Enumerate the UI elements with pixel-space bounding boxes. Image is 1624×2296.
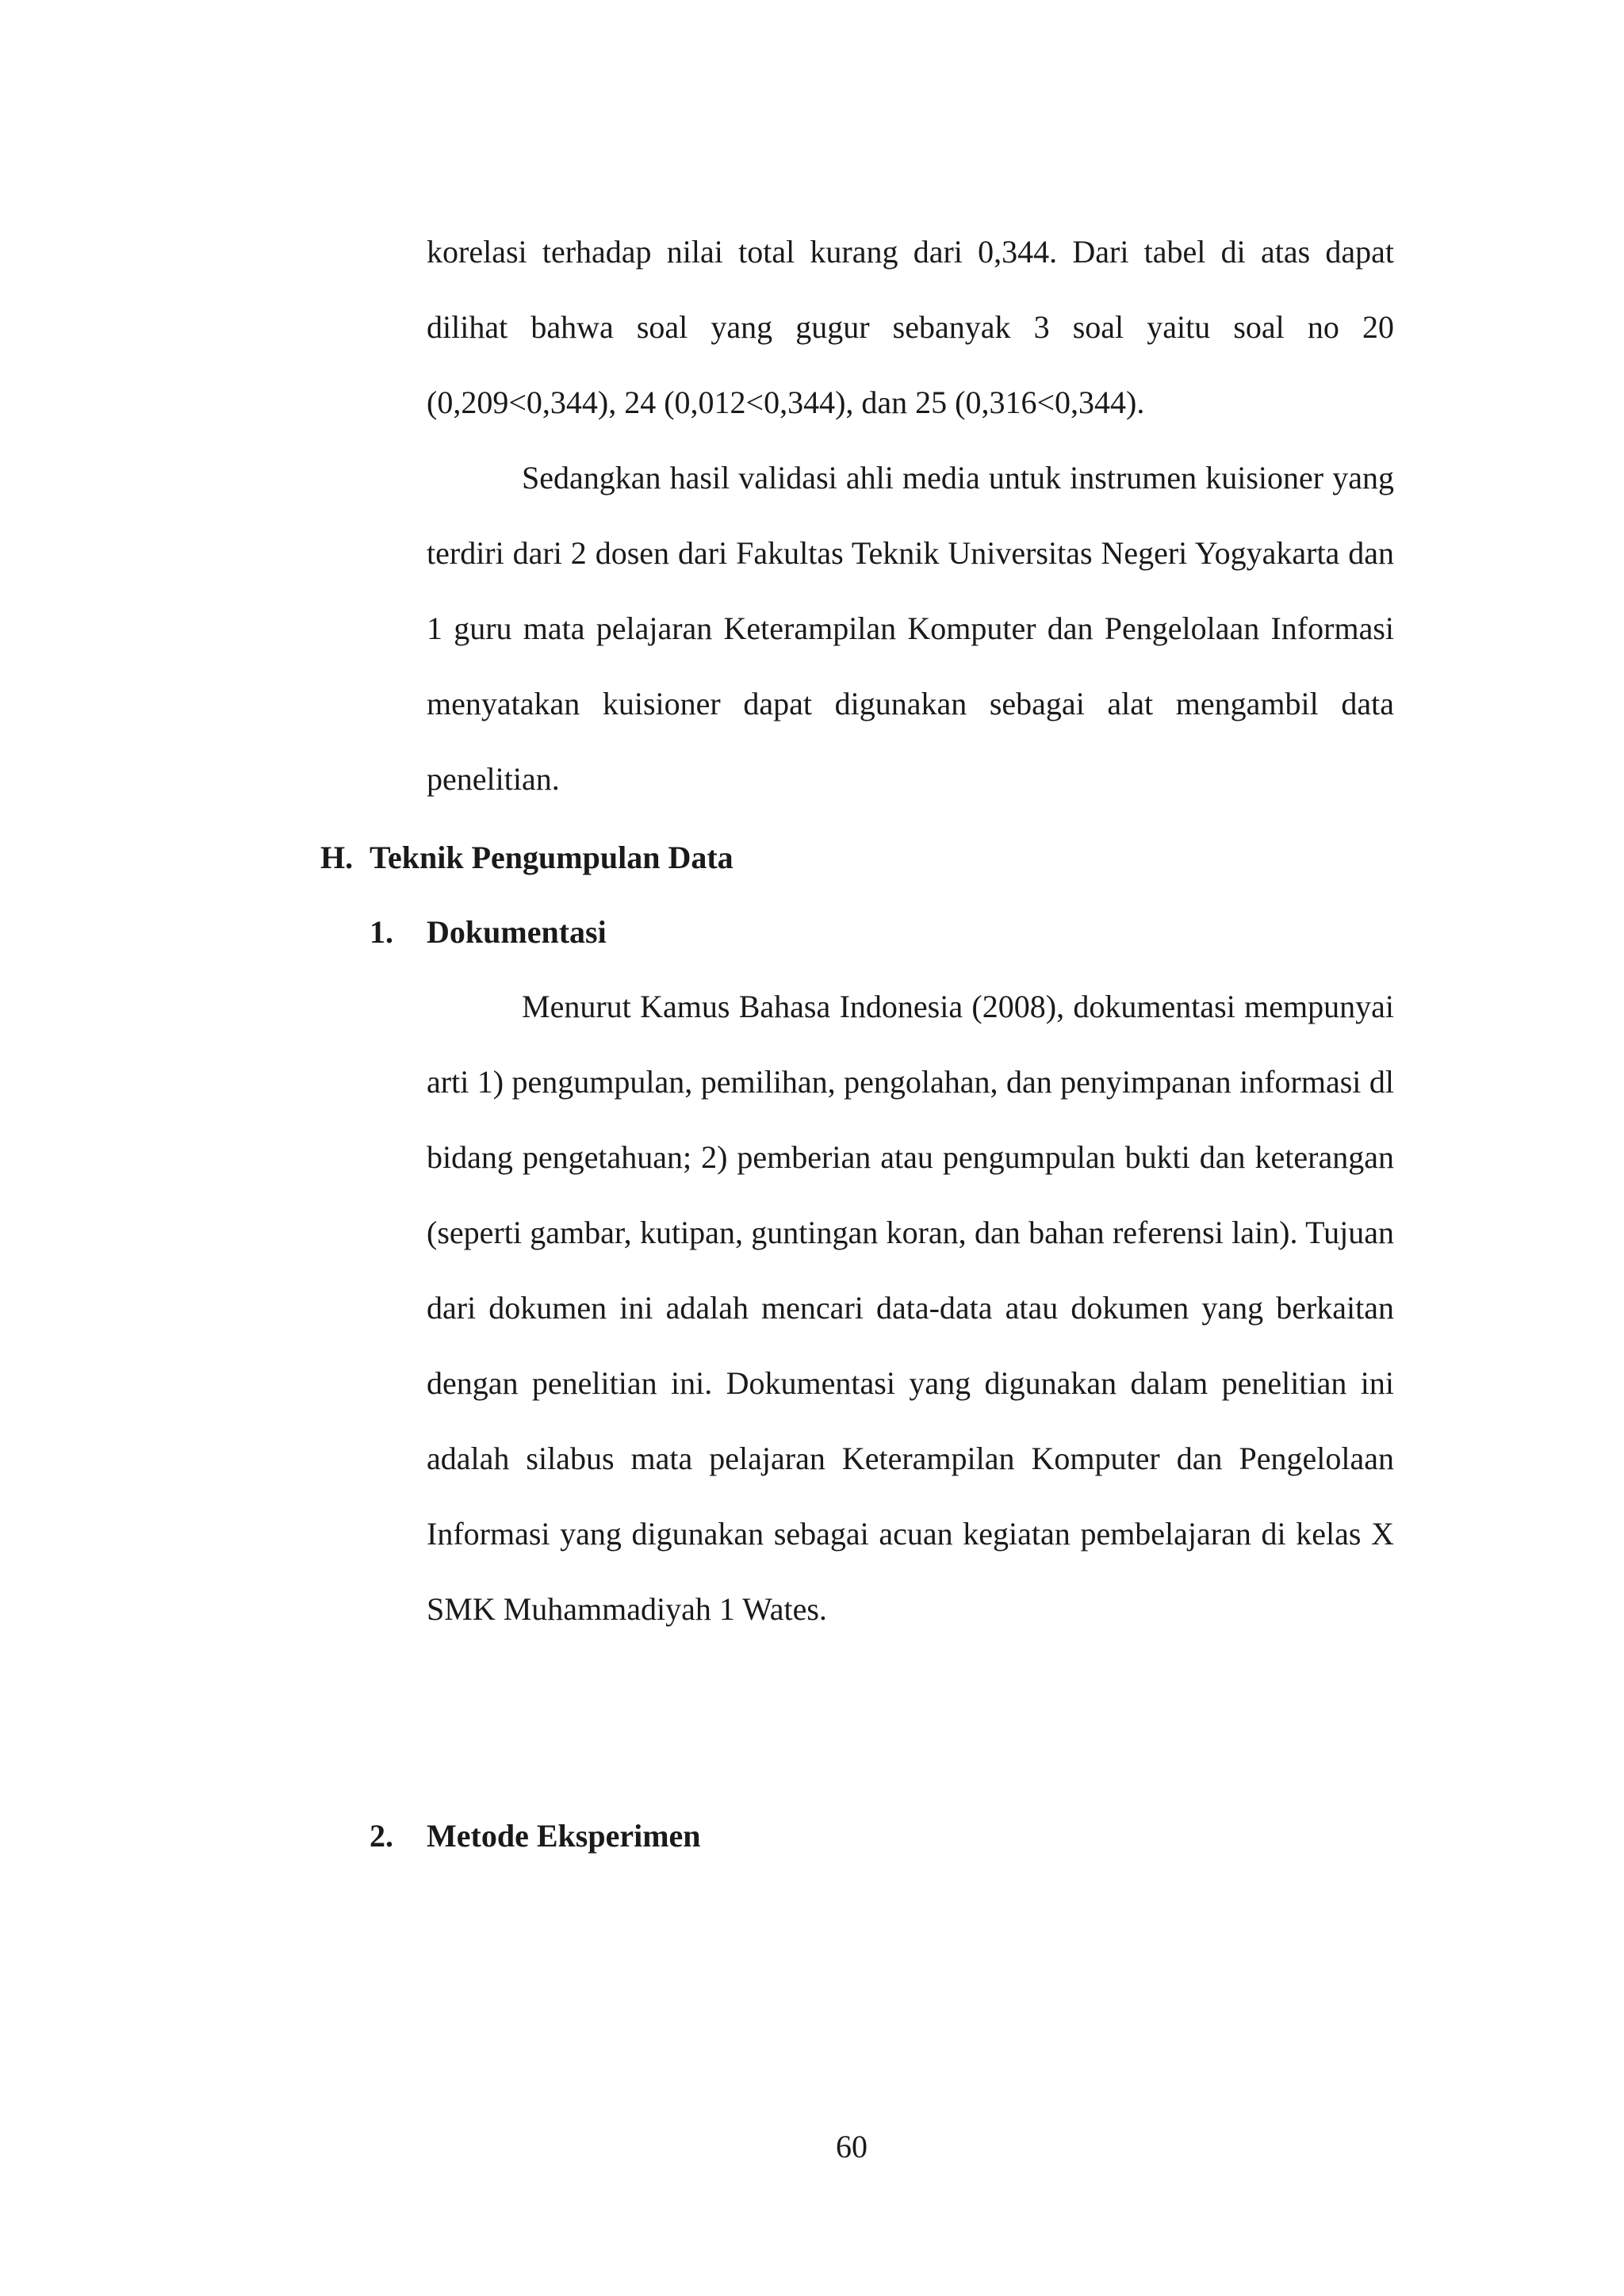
section-heading-number: H. (320, 840, 354, 875)
paragraph-block-3 (427, 969, 1394, 1647)
paragraph-dokumentasi-definition: Menurut Kamus Bahasa Indonesia (2008), dokumentasi mempunyai arti 1) pengumpulan, pemilihan, pengolahan, dan penyimpanan informasi dl bidang pengetahuan; 2) pemberian atau pengumpulan bukti dan keterangan (seperti gambar, kutipan, guntingan koran, dan bahan referensi lain). Tujuan dari dokumen ini adalah mencari data-data atau dokumen yang berkaitan dengan penelitian ini. Dokumentasi yang digunakan dalam penelitian ini adalah silabus mata pelajaran Keterampilan Komputer dan Pengelolaan Informasi yang digunakan sebagai acuan kegiatan pembelajaran di kelas X SMK Muhammadiyah 1 Wates. (427, 989, 1394, 1627)
paragraph-block-2 (427, 440, 1394, 817)
subheading-title: Metode Eksperimen (427, 1818, 701, 1854)
subheading-number: 2. (370, 1818, 393, 1854)
paragraph-expert-validation: Sedangkan hasil validasi ahli media untuk instrumen kuisioner yang terdiri dari 2 dosen dari Fakultas Teknik Universitas Negeri Yogyakarta dan 1 guru mata pelajaran Keterampilan Komputer dan Pengelolaan Informasi menyatakan kuisioner dapat digunakan sebagai alat mengambil data penelitian. (427, 460, 1394, 797)
paragraph-correlation-result: korelasi terhadap nilai total kurang dari 0,344. Dari tabel di atas dapat dilihat bahwa soal yang gugur sebanyak 3 soal yaitu soal no 20 (0,209<0,344), 24 (0,012<0,344), dan 25 (0,316<0,344). (427, 234, 1394, 420)
paragraph-block-1 (427, 214, 1394, 440)
subheading-title: Dokumentasi (427, 914, 607, 950)
subheading-number: 1. (370, 914, 393, 950)
page-number: 60 (836, 2129, 868, 2164)
section-heading-title: Teknik Pengumpulan Data (370, 840, 733, 875)
